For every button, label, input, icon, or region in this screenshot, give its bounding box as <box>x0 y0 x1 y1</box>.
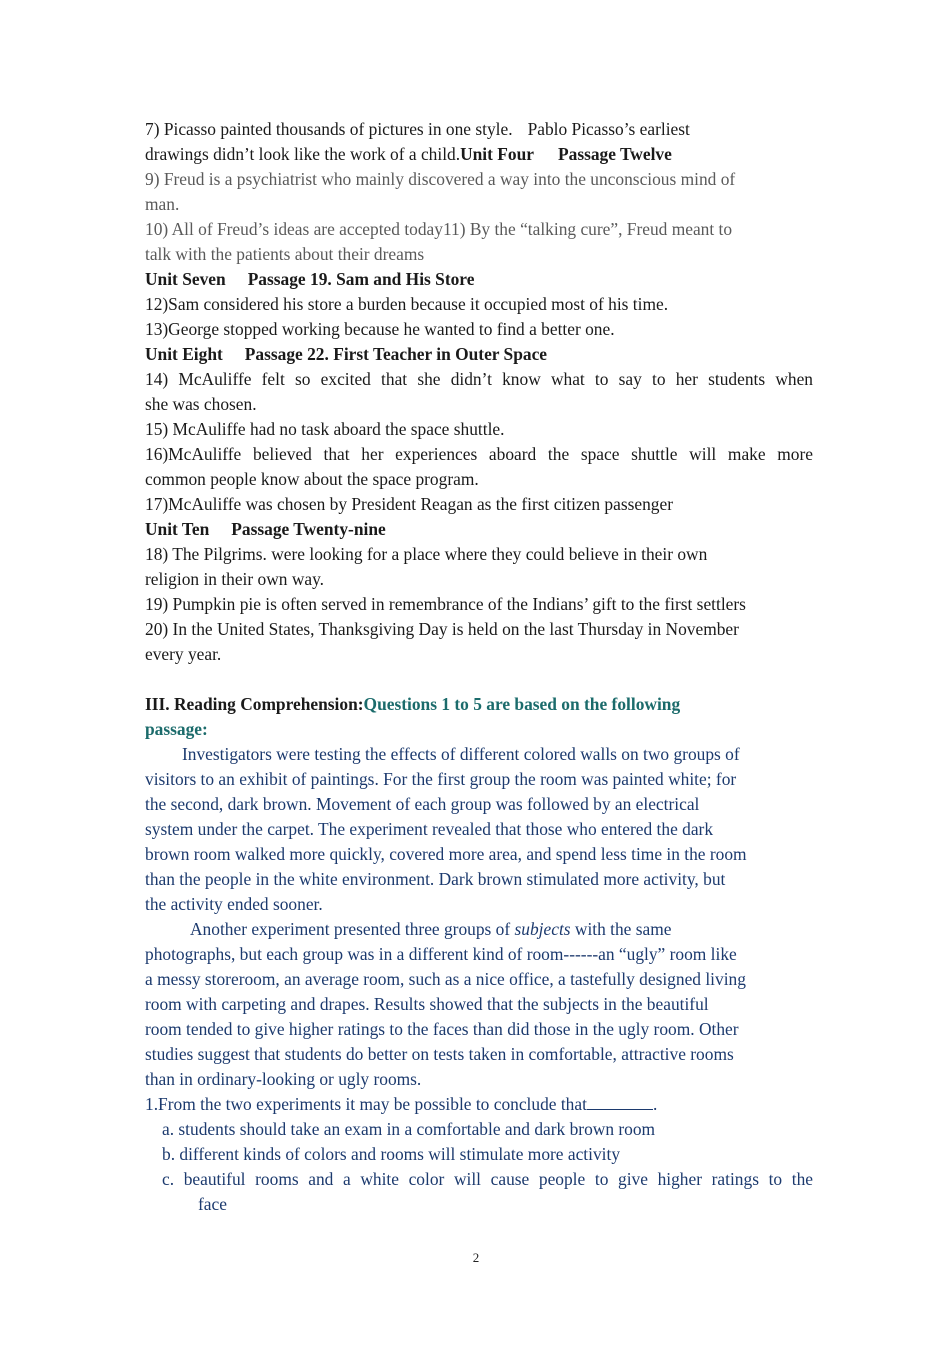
document-page <box>145 117 813 1217</box>
passage-line: studies suggest that students do better on tests taken in comfortable, attractive rooms <box>145 1044 734 1064</box>
question-1-option-c-cont: face <box>198 1194 227 1214</box>
item-13: 13)George stopped working because he wanted to find a better one. <box>145 319 615 339</box>
item-14: 14) McAuliffe felt so excited that she didn’t know what to say to her students when <box>145 369 813 389</box>
item-20-cont: every year. <box>145 644 222 664</box>
passage-line: the activity ended sooner. <box>145 894 323 914</box>
passage-line: brown room walked more quickly, covered more area, and spend less time in the room <box>145 844 747 864</box>
section-3-heading: III. Reading Comprehension:Questions 1 to 5 are based on the following <box>145 694 681 714</box>
passage-line: system under the carpet. The experiment revealed that those who entered the dark <box>145 819 714 839</box>
passage-line: room with carpeting and drapes. Results showed that the subjects in the beautiful <box>145 994 709 1014</box>
page-number: 2 <box>472 1250 480 1265</box>
item-18: 18) The Pilgrims. were looking for a place where they could believe in their own <box>145 544 708 564</box>
passage-line: the second, dark brown. Movement of each group was followed by an electrical <box>145 794 700 814</box>
unit-seven-heading: Unit Seven Passage 19. Sam and His Store <box>145 269 475 289</box>
item-16-cont: common people know about the space program. <box>145 469 479 489</box>
unit-ten-heading: Unit Ten Passage Twenty-nine <box>145 519 386 539</box>
item-15: 15) McAuliffe had no task aboard the space shuttle. <box>145 419 505 439</box>
question-1-option-c: c. beautiful rooms and a white color will cause people to give higher ratings to the <box>162 1169 813 1189</box>
passage-line: photographs, but each group was in a different kind of room------an “ugly” room like <box>145 944 737 964</box>
item-16: 16)McAuliffe believed that her experiences aboard the space shuttle will make more <box>145 444 813 464</box>
item-7-cont: drawings didn’t look like the work of a child.Unit Four Passage Twelve <box>145 144 672 164</box>
passage-line: than in ordinary-looking or ugly rooms. <box>145 1069 422 1089</box>
item-20: 20) In the United States, Thanksgiving Day is held on the last Thursday in November <box>145 619 739 639</box>
passage-line: visitors to an exhibit of paintings. For the first group the room was painted white; for <box>145 769 737 789</box>
emphasized-word: subjects <box>514 919 571 939</box>
question-1-stem: 1.From the two experiments it may be possible to conclude that . <box>145 1094 658 1114</box>
section-3-instruction-cont: passage: <box>145 719 208 739</box>
item-19: 19) Pumpkin pie is often served in remembrance of the Indians’ gift to the first settlers <box>145 594 746 614</box>
item-18-cont: religion in their own way. <box>145 569 325 589</box>
item-12: 12)Sam considered his store a burden because it occupied most of his time. <box>145 294 669 314</box>
passage-line: Investigators were testing the effects of different colored walls on two groups of <box>182 744 740 764</box>
item-9: 9) Freud is a psychiatrist who mainly discovered a way into the unconscious mind of <box>145 169 736 189</box>
item-7: 7) Picasso painted thousands of pictures in one style. Pablo Picasso’s earliest <box>145 119 690 139</box>
answer-blank <box>587 1093 653 1110</box>
reading-passage <box>145 742 813 1217</box>
unit-eight-heading: Unit Eight Passage 22. First Teacher in Outer Space <box>145 344 548 364</box>
unit-four-passage: Passage Twelve <box>558 144 672 164</box>
section-3-instruction: Questions 1 to 5 are based on the following <box>363 694 681 714</box>
item-11-cont: talk with the patients about their dreams <box>145 244 425 264</box>
item-10-11: 10) All of Freud’s ideas are accepted today11) By the “talking cure”, Freud meant to <box>145 219 733 239</box>
question-1-option-b: b. different kinds of colors and rooms will stimulate more activity <box>162 1144 621 1164</box>
question-1-option-a: a. students should take an exam in a comfortable and dark brown room <box>162 1119 656 1139</box>
unit-four-label: Unit Four <box>460 144 534 164</box>
passage-line: than the people in the white environment. Dark brown stimulated more activity, but <box>145 869 726 889</box>
passage-line: Another experiment presented three groups of subjects with the same <box>190 919 672 939</box>
passage-line: a messy storeroom, an average room, such as a nice office, a tastefully designed living <box>145 969 746 989</box>
item-17: 17)McAuliffe was chosen by President Reagan as the first citizen passenger <box>145 494 674 514</box>
item-14-cont: she was chosen. <box>145 394 257 414</box>
passage-line: room tended to give higher ratings to the faces than did those in the ugly room. Other <box>145 1019 739 1039</box>
item-9-cont: man. <box>145 194 180 214</box>
